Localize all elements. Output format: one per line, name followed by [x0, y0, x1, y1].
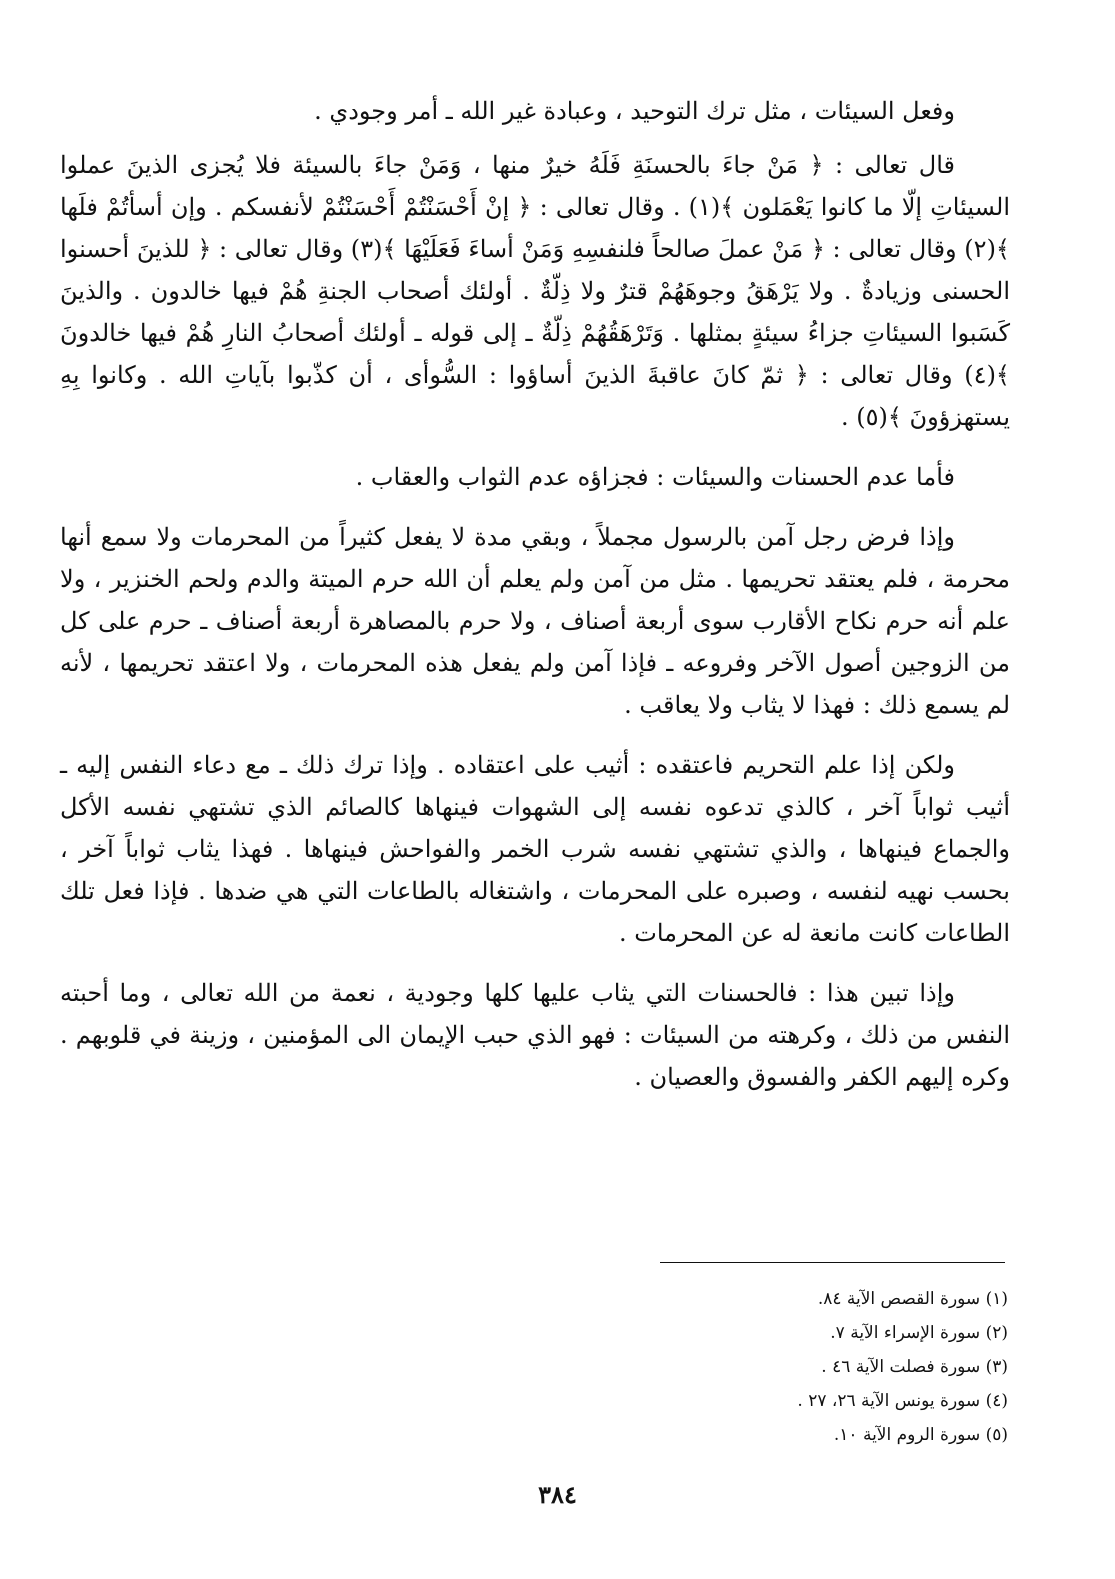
paragraph-4: وإذا فرض رجل آمن بالرسول مجملاً ، وبقي مدة لا يفعل كثيراً من المحرمات ولا سمع أنها محرمة ، فلم يعتقد تحريمها . مثل من آمن ولم يعلم أن الله حرم الميتة والدم ولحم الخنزير ، ولا علم أنه حرم نكاح الأقارب سوى أربعة أصناف ، ولا حرم بالمصاهرة أربعة أصناف ـ حرم على كل من الزوجين أصول الآخر وفروعه ـ فإذا آمن ولم يفعل هذه المحرمات ، ولا اعتقد تحريمها ، لأنه لم يسمع ذلك : فهذا لا يثاب ولا يعاقب .: [60, 523, 1010, 719]
footnote-5: (٥) سورة الروم الآية ١٠.: [833, 1425, 1008, 1445]
footnote-2: (٢) سورة الإسراء الآية ٧.: [830, 1323, 1008, 1343]
paragraph-5: ولكن إذا علم التحريم فاعتقده : أثيب على اعتقاده . وإذا ترك ذلك ـ مع دعاء النفس إليه ـ أثيب ثواباً آخر ، كالذي تدعوه نفسه إلى الشهوات فينهاها كالصائم الذي تشتهي نفسه الأكل والجماع فينهاها ، والذي تشتهي نفسه شرب الخمر والفواحش فينهاها . فهذا يثاب ثواباً آخر ، بحسب نهيه لنفسه ، وصبره على المحرمات ، واشتغاله بالطاعات التي هي ضدها . فإذا فعل تلك الطاعات كانت مانعة له عن المحرمات .: [60, 751, 1010, 947]
paragraph-1: وفعل السيئات ، مثل ترك التوحيد ، وعبادة غير الله ـ أمر وجودي .: [314, 97, 955, 125]
footnote-divider: [660, 1262, 1005, 1263]
footnote-3: (٣) سورة فصلت الآية ٤٦ .: [821, 1357, 1008, 1377]
page-number: ٣٨٤: [538, 1480, 577, 1509]
paragraph-3: فأما عدم الحسنات والسيئات : فجزاؤه عدم الثواب والعقاب .: [355, 463, 955, 491]
page-body: [60, 90, 1010, 1098]
footnotes: [560, 1282, 1008, 1452]
footnote-4: (٤) سورة يونس الآية ٢٦، ٢٧ .: [797, 1391, 1008, 1411]
paragraph-2: قال تعالى : ﴿ مَنْ جاءَ بالحسنَةِ فَلَهُ خيرٌ منها ، وَمَنْ جاءَ بالسيئة فلا يُجزى الذينَ عملوا السيئاتِ إلّا ما كانوا يَعْمَلون ﴾(١) . وقال تعالى : ﴿ إنْ أَحْسَنْتُمْ أَحْسَنْتُمْ لأنفسكم . وإن أسأتُمْ فلَها ﴾(٢) وقال تعالى : ﴿ مَنْ عملَ صالحاً فلنفسِهِ وَمَنْ أساءَ فَعَلَيْهَا ﴾(٣) وقال تعالى : ﴿ للذينَ أحسنوا الحسنى وزيادةٌ . ولا يَرْهَقُ وجوهَهُمْ قترٌ ولا ذِلّةٌ . أولئك أصحاب الجنةِ هُمْ فيها خالدون . والذينَ كَسَبوا السيئاتِ جزاءُ سيئةٍ بمثلها . وَتَرْهَقُهُمْ ذِلّةٌ ـ إلى قوله ـ أولئك أصحابُ النارِ هُمْ فيها خالدونَ ﴾(٤) وقال تعالى : ﴿ ثمّ كانَ عاقبةَ الذينَ أساؤوا : السُّوأى ، أن كذّبوا بآياتِ الله . وكانوا بِهِ يستهزؤونَ ﴾(٥) .: [60, 151, 1011, 431]
paragraph-6: وإذا تبين هذا : فالحسنات التي يثاب عليها كلها وجودية ، نعمة من الله تعالى ، وما أحبته النفس من ذلك ، وكرهته من السيئات : فهو الذي حبب الإيمان الى المؤمنين ، وزينة في قلوبهم . وكره إليهم الكفر والفسوق والعصيان .: [60, 979, 1010, 1091]
footnote-1: (١) سورة القصص الآية ٨٤.: [817, 1289, 1008, 1309]
